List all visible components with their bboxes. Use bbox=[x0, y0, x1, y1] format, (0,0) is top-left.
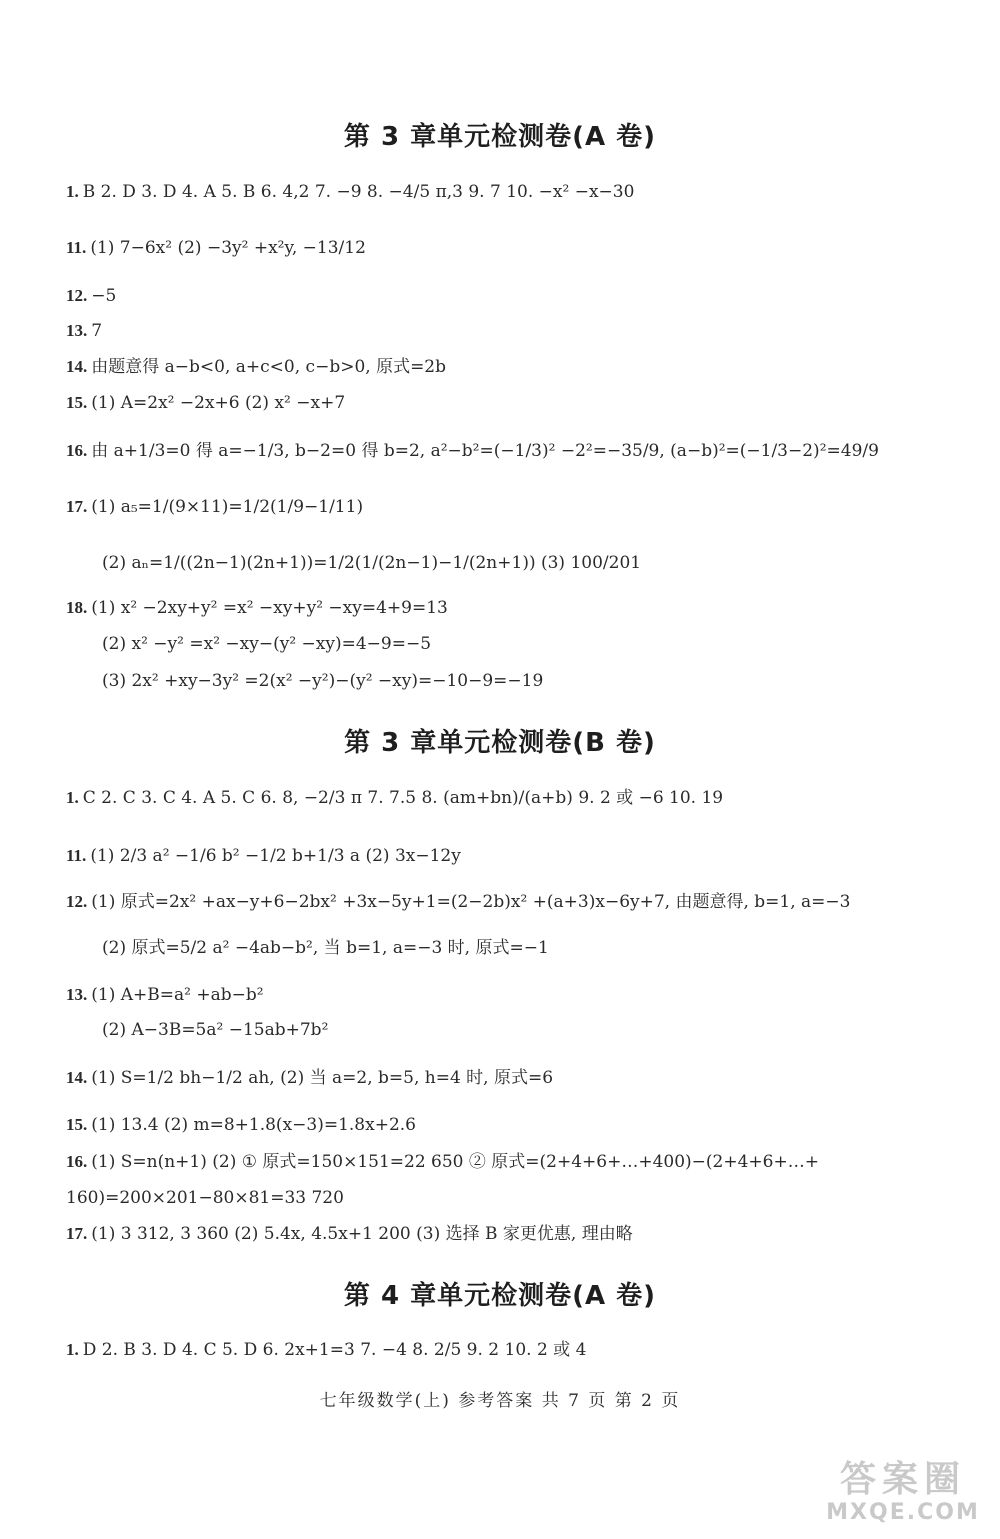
answer-line: 17. (1) 3 312, 3 360 (2) 5.4x, 4.5x+1 200 (3) 选择 B 家更优惠, 理由略 bbox=[66, 1224, 633, 1244]
answer-line: (2) x² −y² =x² −xy−(y² −xy)=4−9=−5 bbox=[102, 634, 432, 654]
watermark-logo bbox=[818, 1460, 988, 1532]
answer-line: 12. (1) 原式=2x² +ax−y+6−2bx² +3x−5y+1=(2−2b)x² +(a+3)x−6y+7, 由题意得, b=1, a=−3 bbox=[66, 892, 851, 912]
answer-line: 13. (1) A+B=a² +ab−b² bbox=[66, 985, 264, 1005]
answer-line: 15. (1) 13.4 (2) m=8+1.8(x−3)=1.8x+2.6 bbox=[66, 1115, 416, 1135]
page-footer: 七年级数学(上) 参考答案 共 7 页 第 2 页 bbox=[319, 1391, 681, 1411]
answer-line: 14. 由题意得 a−b<0, a+c<0, c−b>0, 原式=2b bbox=[66, 357, 447, 377]
answer-line: 160)=200×201−80×81=33 720 bbox=[66, 1188, 344, 1208]
answer-line: (2) A−3B=5a² −15ab+7b² bbox=[102, 1020, 329, 1040]
answer-line: 16. (1) S=n(n+1) (2) ① 原式=150×151=22 650 ② 原式=(2+4+6+…+400)−(2+4+6+…+ bbox=[66, 1152, 819, 1172]
answer-line: 11. (1) 7−6x² (2) −3y² +x²y, −13/12 bbox=[66, 238, 366, 258]
section-title: 第 4 章单元检测卷(A 卷) bbox=[343, 1281, 657, 1311]
answer-line: 18. (1) x² −2xy+y² =x² −xy+y² −xy=4+9=13 bbox=[66, 598, 448, 618]
answer-line: 15. (1) A=2x² −2x+6 (2) x² −x+7 bbox=[66, 393, 346, 413]
section-title: 第 3 章单元检测卷(A 卷) bbox=[343, 122, 657, 152]
answer-line: 17. (1) a₅=1/(9×11)=1/2(1/9−1/11) bbox=[66, 497, 364, 517]
answer-line: 1. D 2. B 3. D 4. C 5. D 6. 2x+1=3 7. −4 8. 2/5 9. 2 10. 2 或 4 bbox=[66, 1340, 587, 1360]
answer-line: (2) 原式=5/2 a² −4ab−b², 当 b=1, a=−3 时, 原式=−1 bbox=[102, 938, 549, 958]
answer-line: 1. B 2. D 3. D 4. A 5. B 6. 4,2 7. −9 8. −4/5 π,3 9. 7 10. −x² −x−30 bbox=[66, 182, 635, 202]
section-title: 第 3 章单元检测卷(B 卷) bbox=[344, 728, 656, 758]
watermark-bottom: MXQE.COM bbox=[826, 1500, 980, 1525]
answer-line: 14. (1) S=1/2 bh−1/2 ah, (2) 当 a=2, b=5, h=4 时, 原式=6 bbox=[66, 1068, 554, 1088]
answer-line: 13. 7 bbox=[66, 321, 103, 341]
answer-line: 11. (1) 2/3 a² −1/6 b² −1/2 b+1/3 a (2) 3x−12y bbox=[66, 846, 461, 866]
watermark-top: 答案圈 bbox=[839, 1459, 966, 1500]
answer-line: (2) aₙ=1/((2n−1)(2n+1))=1/2(1/(2n−1)−1/(2n+1)) (3) 100/201 bbox=[102, 553, 642, 573]
answer-line: (3) 2x² +xy−3y² =2(x² −y²)−(y² −xy)=−10−9=−19 bbox=[102, 671, 544, 691]
answer-line: 16. 由 a+1/3=0 得 a=−1/3, b−2=0 得 b=2, a²−b²=(−1/3)² −2²=−35/9, (a−b)²=(−1/3−2)²=49/9 bbox=[66, 441, 879, 461]
answer-line: 1. C 2. C 3. C 4. A 5. C 6. 8, −2/3 π 7. 7.5 8. (am+bn)/(a+b) 9. 2 或 −6 10. 19 bbox=[66, 788, 724, 808]
answer-line: 12. −5 bbox=[66, 286, 117, 306]
